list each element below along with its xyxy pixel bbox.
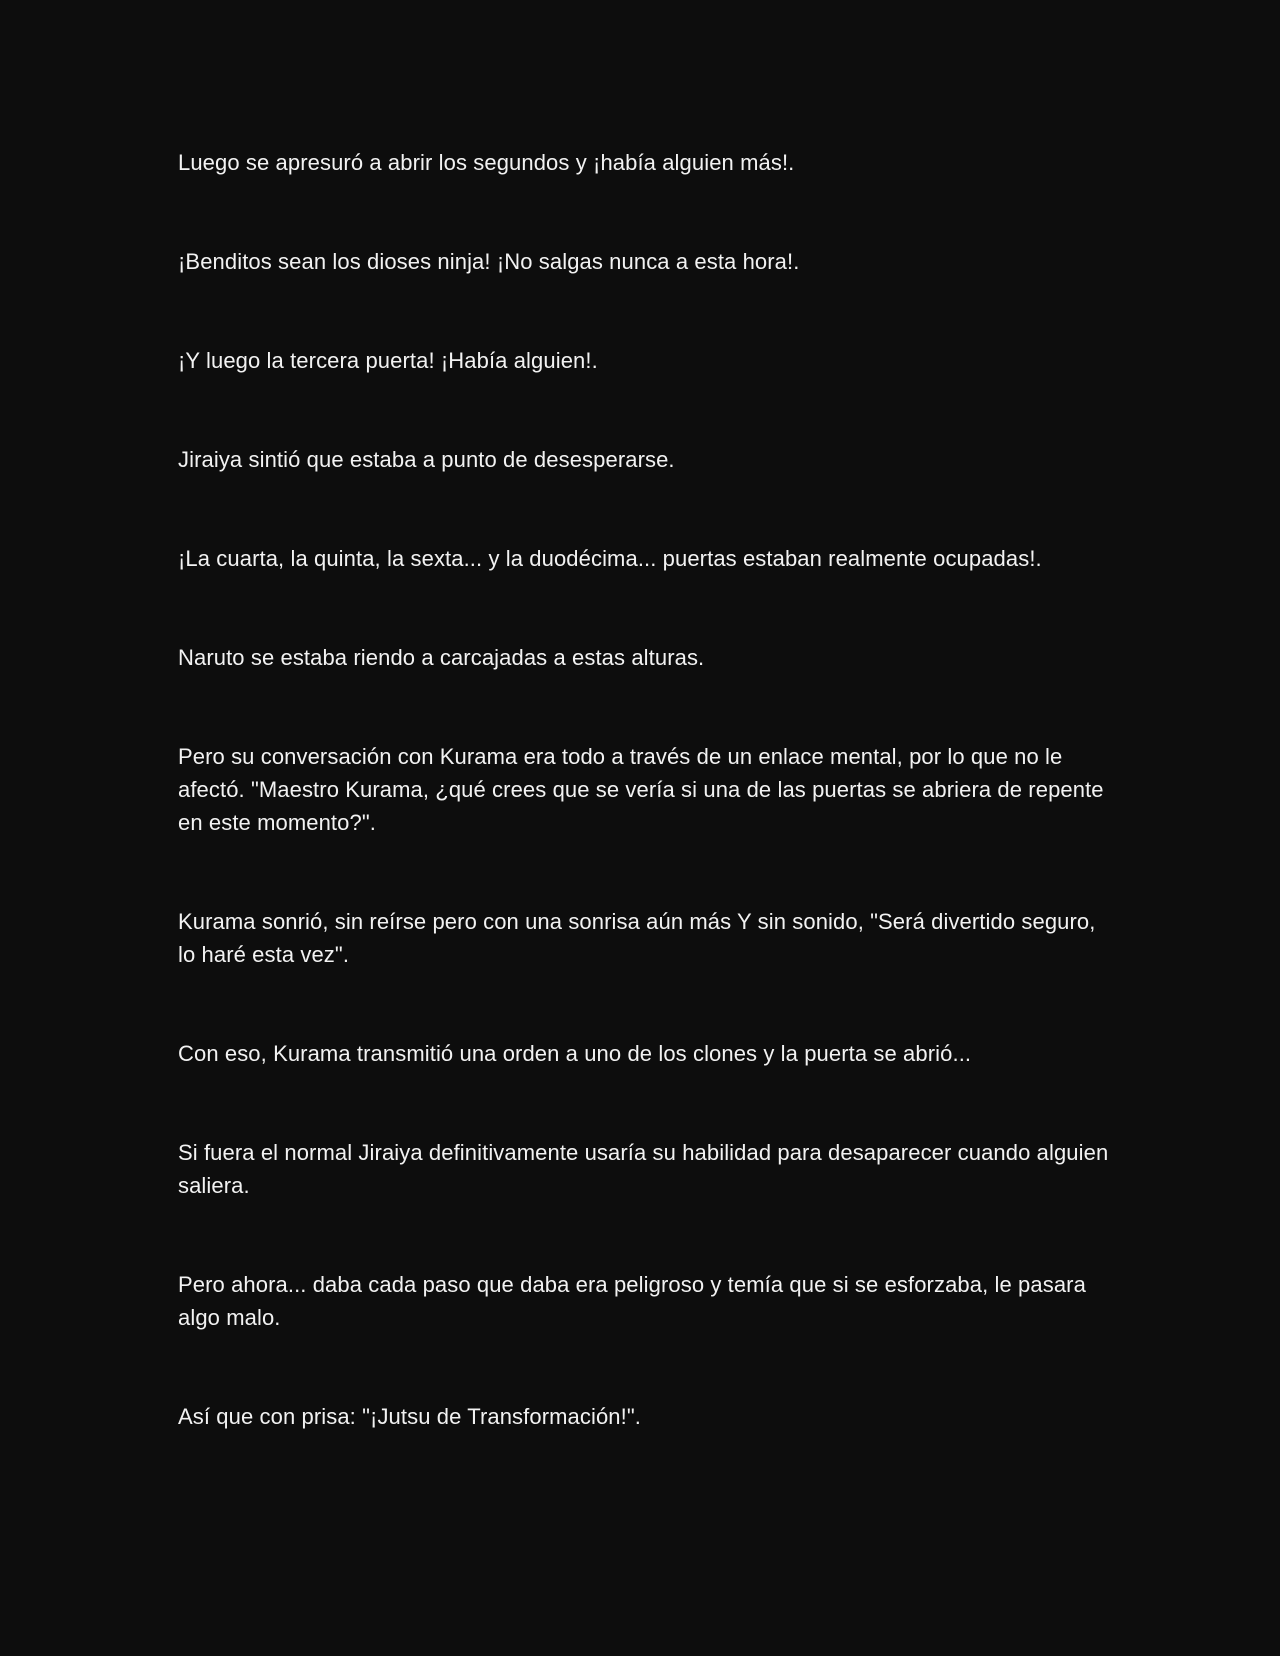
paragraph: ¡Benditos sean los dioses ninja! ¡No salgas nunca a esta hora!.	[178, 249, 800, 274]
paragraph: Pero su conversación con Kurama era todo a través de un enlace mental, por lo que no le afectó. "Maestro Kurama, ¿qué crees que se vería si una de las puertas se abriera de repente en este momento?".	[178, 744, 1104, 835]
paragraph: ¡La cuarta, la quinta, la sexta... y la duodécima... puertas estaban realmente ocupadas!.	[178, 546, 1042, 571]
paragraph: Luego se apresuró a abrir los segundos y ¡había alguien más!.	[178, 150, 795, 175]
paragraph: Naruto se estaba riendo a carcajadas a estas alturas.	[178, 645, 705, 670]
paragraph: Kurama sonrió, sin reírse pero con una sonrisa aún más Y sin sonido, "Será divertido seguro, lo haré esta vez".	[178, 909, 1096, 967]
paragraph: Si fuera el normal Jiraiya definitivamente usaría su habilidad para desaparecer cuando alguien saliera.	[178, 1140, 1109, 1198]
document-body	[178, 146, 1118, 1433]
paragraph: Con eso, Kurama transmitió una orden a uno de los clones y la puerta se abrió...	[178, 1041, 972, 1066]
paragraph: ¡Y luego la tercera puerta! ¡Había alguien!.	[178, 348, 598, 373]
paragraph: Así que con prisa: "¡Jutsu de Transformación!".	[178, 1404, 641, 1429]
paragraph: Jiraiya sintió que estaba a punto de desesperarse.	[178, 447, 675, 472]
paragraph: Pero ahora... daba cada paso que daba era peligroso y temía que si se esforzaba, le pasara algo malo.	[178, 1272, 1086, 1330]
